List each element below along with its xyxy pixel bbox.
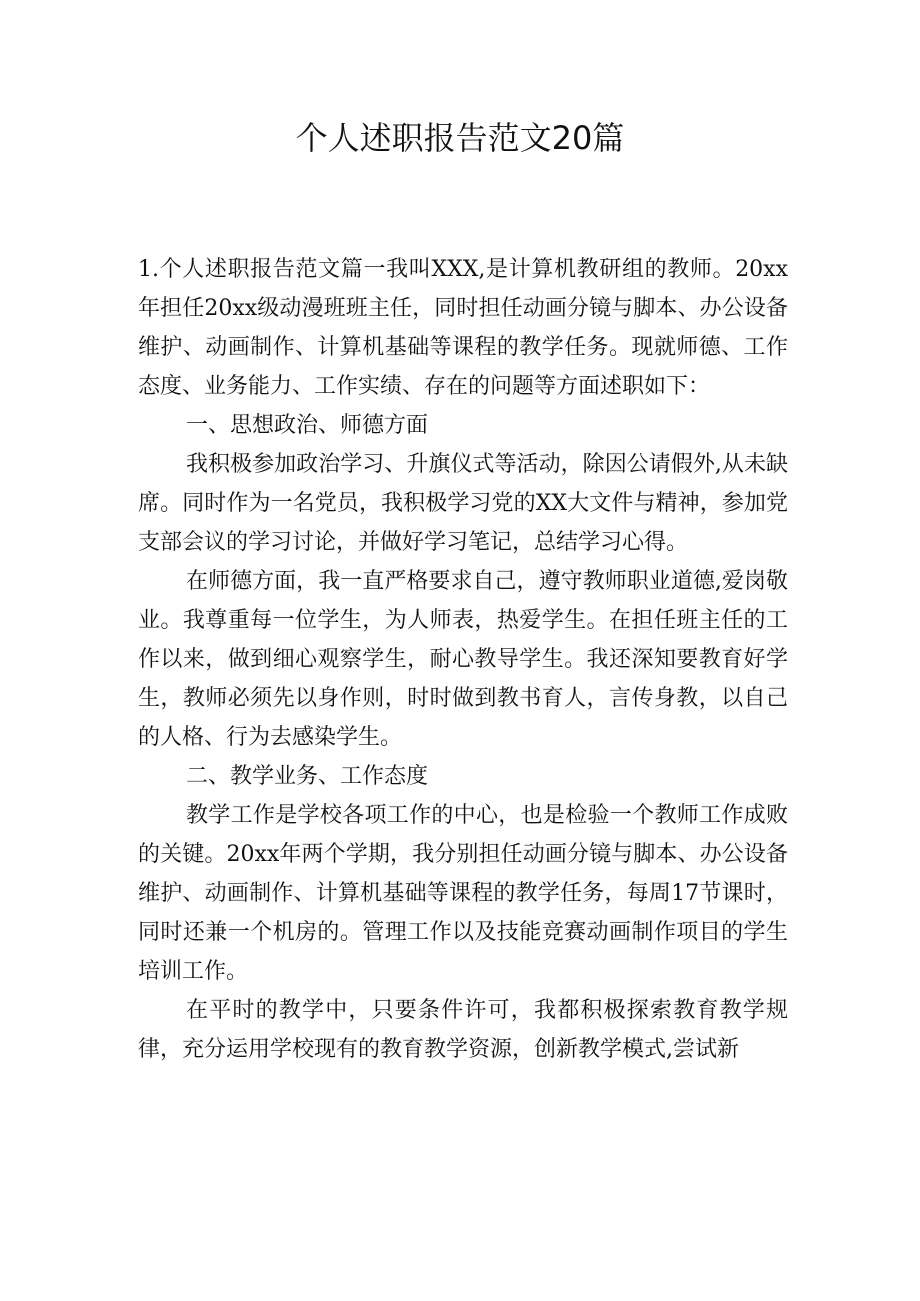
document-body	[138, 250, 788, 1069]
body-paragraph: 在平时的教学中，只要条件许可，我都积极探索教育教学规律，充分运用学校现有的教育教学资源，创新教学模式,尝试新	[138, 998, 788, 1062]
section-heading: 一、思想政治、师德方面	[186, 413, 429, 438]
document-title: 个人述职报告范文20篇	[295, 119, 625, 157]
body-paragraph: 我积极参加政治学习、升旗仪式等活动，除因公请假外,从未缺席。同时作为一名党员，我积极学习党的XX大文件与精神，参加党支部会议的学习讨论，并做好学习笔记，总结学习心得。	[138, 452, 788, 555]
body-paragraph: 教学工作是学校各项工作的中心，也是检验一个教师工作成败的关键。20xx年两个学期，我分别担任动画分镜与脚本、办公设备维护、动画制作、计算机基础等课程的教学任务，每周17节课时，同时还兼一个机房的。管理工作以及技能竞赛动画制作项目的学生培训工作。	[138, 803, 788, 984]
section-heading: 二、教学业务、工作态度	[186, 764, 429, 789]
body-paragraph: 在师德方面，我一直严格要求自己，遵守教师职业道德,爱岗敬业。我尊重每一位学生，为人师表，热爱学生。在担任班主任的工作以来，做到细心观察学生，耐心教导学生。我还深知要教育好学生，教师必须先以身作则，时时做到教书育人，言传身教，以自己的人格、行为去感染学生。	[138, 569, 788, 750]
intro-paragraph: 1.个人述职报告范文篇一我叫XXX,是计算机教研组的教师。20xx年担任20xx级动漫班班主任，同时担任动画分镜与脚本、办公设备维护、动画制作、计算机基础等课程的教学任务。现就师德、工作态度、业务能力、工作实绩、存在的问题等方面述职如下：	[138, 257, 788, 399]
